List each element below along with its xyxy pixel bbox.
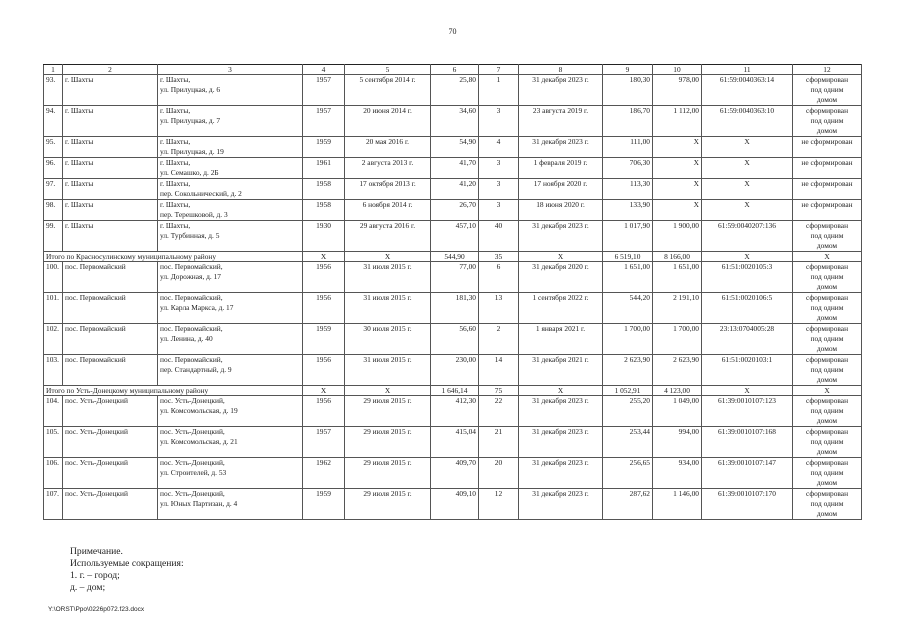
residents-cell: 22 — [479, 396, 519, 427]
recognition-date-cell: 29 июля 2015 г. — [345, 489, 431, 520]
cadastral-number-cell: Х — [702, 179, 793, 200]
row-number-cell: 98. — [44, 200, 63, 221]
address-cell: г. Шахты, пер. Сокольнический, д. 2 — [158, 179, 303, 200]
plot-status-cell: не сформирован — [793, 179, 862, 200]
resettlement-date-cell: 31 декабря 2023 г. — [519, 458, 603, 489]
row-number-cell: 102. — [44, 324, 63, 355]
locality-cell: пос. Первомайский — [63, 293, 158, 324]
address-cell: пос. Усть-Донецкий, ул. Комсомольская, д. 19 — [158, 396, 303, 427]
total-cell: Х — [519, 386, 603, 396]
cadastral-number-cell: 61:39:0010107:123 — [702, 396, 793, 427]
resettlement-date-cell: 1 февраля 2019 г. — [519, 158, 603, 179]
residents-cell: 14 — [479, 355, 519, 386]
cadastral-number-cell: 61:39:0010107:147 — [702, 458, 793, 489]
locality-cell: пос. Первомайский — [63, 262, 158, 293]
header-cell: 4 — [303, 65, 345, 75]
year-built-cell: 1958 — [303, 179, 345, 200]
table-row — [44, 179, 862, 200]
total-cell: Х — [702, 252, 793, 262]
residents-cell: 3 — [479, 179, 519, 200]
total-cell: 35 — [479, 252, 519, 262]
year-built-cell: 1959 — [303, 489, 345, 520]
resettlement-date-cell: 17 ноября 2020 г. — [519, 179, 603, 200]
plot-area-cell: 1 112,00 — [653, 106, 702, 137]
locality-cell: пос. Усть-Донецкий — [63, 427, 158, 458]
land-area-cell: 186,70 — [603, 106, 653, 137]
area-cell: 409,10 — [431, 489, 479, 520]
address-cell: г. Шахты, ул. Прилуцкая, д. 19 — [158, 137, 303, 158]
plot-area-cell: 2 191,10 — [653, 293, 702, 324]
table-row — [44, 75, 862, 106]
plot-status-cell: сформирован под одним домом — [793, 489, 862, 520]
address-cell: пос. Усть-Донецкий, ул. Юных Партизан, д. 4 — [158, 489, 303, 520]
plot-status-cell: сформирован под одним домом — [793, 262, 862, 293]
header-cell: 8 — [519, 65, 603, 75]
total-cell: Х — [793, 386, 862, 396]
plot-status-cell: сформирован под одним домом — [793, 106, 862, 137]
area-cell: 457,10 — [431, 221, 479, 252]
resettlement-date-cell: 1 января 2021 г. — [519, 324, 603, 355]
area-cell: 41,20 — [431, 179, 479, 200]
row-number-cell: 100. — [44, 262, 63, 293]
resettlement-date-cell: 18 июня 2020 г. — [519, 200, 603, 221]
table-row — [44, 427, 862, 458]
recognition-date-cell: 29 августа 2016 г. — [345, 221, 431, 252]
land-area-cell: 256,65 — [603, 458, 653, 489]
recognition-date-cell: 2 августа 2013 г. — [345, 158, 431, 179]
land-area-cell: 255,20 — [603, 396, 653, 427]
locality-cell: пос. Первомайский — [63, 355, 158, 386]
total-cell: Х — [702, 386, 793, 396]
recognition-date-cell: 29 июля 2015 г. — [345, 396, 431, 427]
year-built-cell: 1957 — [303, 75, 345, 106]
plot-area-cell: Х — [653, 137, 702, 158]
header-cell: 12 — [793, 65, 862, 75]
residents-cell: 21 — [479, 427, 519, 458]
residents-cell: 12 — [479, 489, 519, 520]
plot-area-cell: 1 900,00 — [653, 221, 702, 252]
resettlement-date-cell: 31 декабря 2021 г. — [519, 355, 603, 386]
locality-cell: г. Шахты — [63, 221, 158, 252]
locality-cell: пос. Первомайский — [63, 324, 158, 355]
year-built-cell: 1957 — [303, 427, 345, 458]
plot-status-cell: сформирован под одним домом — [793, 75, 862, 106]
resettlement-date-cell: 1 сентября 2022 г. — [519, 293, 603, 324]
recognition-date-cell: 6 ноября 2014 г. — [345, 200, 431, 221]
table-row — [44, 137, 862, 158]
header-cell: 1 — [44, 65, 63, 75]
residents-cell: 4 — [479, 137, 519, 158]
cadastral-number-cell: 61:51:0020105:3 — [702, 262, 793, 293]
resettlement-date-cell: 31 декабря 2023 г. — [519, 489, 603, 520]
page-number: 70 — [448, 27, 457, 36]
row-number-cell: 103. — [44, 355, 63, 386]
total-row — [44, 252, 862, 262]
header-cell: 5 — [345, 65, 431, 75]
total-label: Итого по Усть-Донецкому муниципальному району — [44, 386, 303, 396]
row-number-cell: 106. — [44, 458, 63, 489]
table-row — [44, 106, 862, 137]
address-cell: пос. Усть-Донецкий, ул. Строителей, д. 53 — [158, 458, 303, 489]
year-built-cell: 1959 — [303, 137, 345, 158]
address-cell: пос. Первомайский, ул. Карла Маркса, д. 17 — [158, 293, 303, 324]
resettlement-date-cell: 31 декабря 2023 г. — [519, 427, 603, 458]
total-cell: Х — [345, 386, 431, 396]
plot-status-cell: сформирован под одним домом — [793, 427, 862, 458]
year-built-cell: 1956 — [303, 293, 345, 324]
locality-cell: пос. Усть-Донецкий — [63, 396, 158, 427]
residents-cell: 6 — [479, 262, 519, 293]
plot-status-cell: сформирован под одним домом — [793, 458, 862, 489]
plot-area-cell: Х — [653, 179, 702, 200]
total-cell: Х — [303, 386, 345, 396]
row-number-cell: 96. — [44, 158, 63, 179]
header-cell: 11 — [702, 65, 793, 75]
land-area-cell: 180,30 — [603, 75, 653, 106]
plot-status-cell: сформирован под одним домом — [793, 221, 862, 252]
locality-cell: г. Шахты — [63, 106, 158, 137]
year-built-cell: 1957 — [303, 106, 345, 137]
locality-cell: пос. Усть-Донецкий — [63, 458, 158, 489]
header-cell: 9 — [603, 65, 653, 75]
table-row — [44, 324, 862, 355]
total-cell: 6 519,10 — [603, 252, 653, 262]
area-cell: 26,70 — [431, 200, 479, 221]
address-cell: пос. Первомайский, ул. Дорожная, д. 17 — [158, 262, 303, 293]
table-row — [44, 458, 862, 489]
recognition-date-cell: 31 июля 2015 г. — [345, 262, 431, 293]
recognition-date-cell: 5 сентября 2014 г. — [345, 75, 431, 106]
total-cell: 4 123,00 — [653, 386, 702, 396]
cadastral-number-cell: 61:59:0040363:14 — [702, 75, 793, 106]
land-area-cell: 113,30 — [603, 179, 653, 200]
residents-cell: 3 — [479, 106, 519, 137]
residents-cell: 40 — [479, 221, 519, 252]
plot-status-cell: не сформирован — [793, 200, 862, 221]
year-built-cell: 1930 — [303, 221, 345, 252]
header-cell: 6 — [431, 65, 479, 75]
area-cell: 34,60 — [431, 106, 479, 137]
land-area-cell: 253,44 — [603, 427, 653, 458]
residents-cell: 1 — [479, 75, 519, 106]
resettlement-date-cell: 31 декабря 2023 г. — [519, 137, 603, 158]
cadastral-number-cell: 61:51:0020103:1 — [702, 355, 793, 386]
address-cell: г. Шахты, ул. Прилуцкая, д. 6 — [158, 75, 303, 106]
total-cell: 1 646,14 — [431, 386, 479, 396]
address-cell: пос. Усть-Донецкий, ул. Комсомольская, д. 21 — [158, 427, 303, 458]
area-cell: 54,90 — [431, 137, 479, 158]
plot-status-cell: сформирован под одним домом — [793, 396, 862, 427]
row-number-cell: 97. — [44, 179, 63, 200]
cadastral-number-cell: Х — [702, 158, 793, 179]
land-area-cell: 2 623,90 — [603, 355, 653, 386]
table-row — [44, 489, 862, 520]
total-cell: 544,90 — [431, 252, 479, 262]
table-row — [44, 293, 862, 324]
year-built-cell: 1959 — [303, 324, 345, 355]
table-row — [44, 221, 862, 252]
cadastral-number-cell: Х — [702, 200, 793, 221]
note-line: Примечание. — [70, 546, 123, 557]
plot-area-cell: 934,00 — [653, 458, 702, 489]
address-cell: г. Шахты, ул. Прилуцкая, д. 7 — [158, 106, 303, 137]
header-cell: 10 — [653, 65, 702, 75]
header-cell: 3 — [158, 65, 303, 75]
cadastral-number-cell: 61:51:0020106:5 — [702, 293, 793, 324]
total-cell: Х — [345, 252, 431, 262]
plot-area-cell: Х — [653, 158, 702, 179]
land-area-cell: 544,20 — [603, 293, 653, 324]
total-label: Итого по Красносулинскому муниципальному району — [44, 252, 303, 262]
recognition-date-cell: 20 мая 2016 г. — [345, 137, 431, 158]
resettlement-date-cell: 31 декабря 2023 г. — [519, 75, 603, 106]
plot-area-cell: Х — [653, 200, 702, 221]
recognition-date-cell: 31 июля 2015 г. — [345, 355, 431, 386]
recognition-date-cell: 30 июля 2015 г. — [345, 324, 431, 355]
row-number-cell: 95. — [44, 137, 63, 158]
table-row — [44, 396, 862, 427]
recognition-date-cell: 29 июля 2015 г. — [345, 427, 431, 458]
address-cell: пос. Первомайский, ул. Ленина, д. 40 — [158, 324, 303, 355]
row-number-cell: 101. — [44, 293, 63, 324]
land-area-cell: 1 700,00 — [603, 324, 653, 355]
plot-area-cell: 1 049,00 — [653, 396, 702, 427]
address-cell: г. Шахты, ул. Турбинная, д. 5 — [158, 221, 303, 252]
file-path-footer: Y:\ORST\Ppo\0226p072.f23.docx — [48, 606, 145, 613]
locality-cell: г. Шахты — [63, 75, 158, 106]
row-number-cell: 99. — [44, 221, 63, 252]
table-row — [44, 262, 862, 293]
total-cell: Х — [519, 252, 603, 262]
cadastral-number-cell: Х — [702, 137, 793, 158]
column-number-header — [44, 65, 862, 75]
area-cell: 77,00 — [431, 262, 479, 293]
residents-cell: 20 — [479, 458, 519, 489]
plot-area-cell: 978,00 — [653, 75, 702, 106]
cadastral-number-cell: 61:39:0010107:168 — [702, 427, 793, 458]
total-cell: 8 166,00 — [653, 252, 702, 262]
row-number-cell: 93. — [44, 75, 63, 106]
area-cell: 25,80 — [431, 75, 479, 106]
land-area-cell: 706,30 — [603, 158, 653, 179]
year-built-cell: 1956 — [303, 396, 345, 427]
land-area-cell: 287,62 — [603, 489, 653, 520]
resettlement-date-cell: 31 декабря 2020 г. — [519, 262, 603, 293]
address-cell: г. Шахты, ул. Семашко, д. 2Б — [158, 158, 303, 179]
row-number-cell: 107. — [44, 489, 63, 520]
area-cell: 415,04 — [431, 427, 479, 458]
recognition-date-cell: 29 июля 2015 г. — [345, 458, 431, 489]
year-built-cell: 1956 — [303, 355, 345, 386]
plot-status-cell: не сформирован — [793, 158, 862, 179]
housing-register-table — [43, 64, 862, 520]
total-cell: Х — [303, 252, 345, 262]
header-cell: 2 — [63, 65, 158, 75]
row-number-cell: 104. — [44, 396, 63, 427]
cadastral-number-cell: 23:13:0704005:28 — [702, 324, 793, 355]
residents-cell: 13 — [479, 293, 519, 324]
locality-cell: г. Шахты — [63, 179, 158, 200]
area-cell: 56,60 — [431, 324, 479, 355]
plot-area-cell: 1 700,00 — [653, 324, 702, 355]
table-row — [44, 200, 862, 221]
recognition-date-cell: 31 июля 2015 г. — [345, 293, 431, 324]
plot-area-cell: 1 146,00 — [653, 489, 702, 520]
recognition-date-cell: 20 июня 2014 г. — [345, 106, 431, 137]
area-cell: 181,30 — [431, 293, 479, 324]
plot-area-cell: 994,00 — [653, 427, 702, 458]
resettlement-date-cell: 31 декабря 2023 г. — [519, 396, 603, 427]
plot-status-cell: не сформирован — [793, 137, 862, 158]
table-row — [44, 158, 862, 179]
year-built-cell: 1956 — [303, 262, 345, 293]
land-area-cell: 111,00 — [603, 137, 653, 158]
total-row — [44, 386, 862, 396]
area-cell: 41,70 — [431, 158, 479, 179]
plot-status-cell: сформирован под одним домом — [793, 324, 862, 355]
total-cell: Х — [793, 252, 862, 262]
year-built-cell: 1961 — [303, 158, 345, 179]
area-cell: 412,30 — [431, 396, 479, 427]
table-row — [44, 355, 862, 386]
area-cell: 409,70 — [431, 458, 479, 489]
land-area-cell: 1 017,90 — [603, 221, 653, 252]
land-area-cell: 1 651,00 — [603, 262, 653, 293]
total-cell: 75 — [479, 386, 519, 396]
land-area-cell: 133,90 — [603, 200, 653, 221]
locality-cell: г. Шахты — [63, 137, 158, 158]
cadastral-number-cell: 61:59:0040207:136 — [702, 221, 793, 252]
residents-cell: 2 — [479, 324, 519, 355]
resettlement-date-cell: 23 августа 2019 г. — [519, 106, 603, 137]
row-number-cell: 94. — [44, 106, 63, 137]
residents-cell: 3 — [479, 158, 519, 179]
recognition-date-cell: 17 октября 2013 г. — [345, 179, 431, 200]
row-number-cell: 105. — [44, 427, 63, 458]
note-line: д. – дом; — [70, 582, 106, 593]
total-cell: 1 052,91 — [603, 386, 653, 396]
plot-area-cell: 2 623,90 — [653, 355, 702, 386]
locality-cell: г. Шахты — [63, 200, 158, 221]
plot-status-cell: сформирован под одним домом — [793, 293, 862, 324]
header-cell: 7 — [479, 65, 519, 75]
plot-status-cell: сформирован под одним домом — [793, 355, 862, 386]
residents-cell: 3 — [479, 200, 519, 221]
note-line: 1. г. – город; — [70, 570, 120, 581]
year-built-cell: 1958 — [303, 200, 345, 221]
area-cell: 230,00 — [431, 355, 479, 386]
locality-cell: пос. Усть-Донецкий — [63, 489, 158, 520]
note-line: Используемые сокращения: — [70, 558, 184, 569]
address-cell: пос. Первомайский, пер. Стандартный, д. 9 — [158, 355, 303, 386]
cadastral-number-cell: 61:39:0010107:170 — [702, 489, 793, 520]
plot-area-cell: 1 651,00 — [653, 262, 702, 293]
resettlement-date-cell: 31 декабря 2023 г. — [519, 221, 603, 252]
cadastral-number-cell: 61:59:0040363:10 — [702, 106, 793, 137]
locality-cell: г. Шахты — [63, 158, 158, 179]
address-cell: г. Шахты, пер. Терешковой, д. 3 — [158, 200, 303, 221]
year-built-cell: 1962 — [303, 458, 345, 489]
